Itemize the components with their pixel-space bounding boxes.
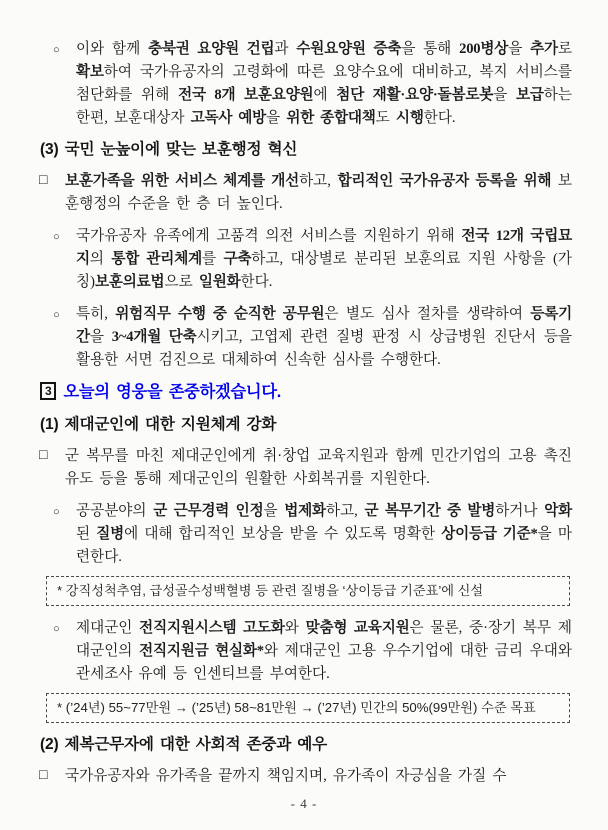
text-run: 제대군인 [76,620,140,636]
text-run: 에 대해 합리적인 보상을 받을 수 있도록 명확한 [124,526,442,542]
page-number: - 4 - [290,796,318,811]
square-bullet-marker: □ [39,173,48,188]
section-heading: (3) 국민 눈높이에 맞는 보훈행정 혁신 [40,141,298,158]
circle-bullet-paragraph [40,303,572,372]
text-run: 하여 국가유공자의 고령화에 따른 요양수요에 대비하고, 복지 서비스를 첨단화를 위해 [76,64,572,103]
emphasis-text-run: 통합 관리체계 [111,251,202,267]
chapter-number-box: 3 [40,382,56,400]
text-run: 을 [493,87,516,103]
emphasis-text-run: 시행 [395,110,424,126]
chapter-title: 오늘의 영웅을 존중하겠습니다. [63,383,282,401]
circle-bullet-paragraph [40,38,572,130]
circle-bullet-paragraph [40,225,572,294]
text-run: 을 마련한다. [76,526,573,565]
text-run: 하는 한편, 보훈대상자 [76,87,572,126]
text-run: 과 [274,41,297,57]
text-run: 은 물론, 중·장기 복무 제대군인의 [76,620,573,659]
circle-bullet-paragraph [40,617,572,686]
chapter-heading [40,381,572,403]
square-bullet-paragraph [40,170,572,216]
text-run: 를 [201,251,224,267]
circle-bullet-marker: ○ [53,623,60,635]
square-bullet-paragraph [40,765,572,788]
emphasis-text-run: 악화 [544,503,572,519]
text-run: 하고, [325,503,365,519]
emphasis-text-run: 전국 12개 국립묘지 [76,228,572,267]
text-run: 으로 [164,274,199,290]
text-run: 이와 함께 [76,41,148,57]
square-bullet-paragraph [40,445,572,491]
text-run: 하고, 대상별로 분리된 보훈의료 지원 사항을 (가칭) [76,251,572,290]
emphasis-text-run: 추가 [530,41,558,57]
emphasis-text-run: 전직지원시스템 고도화 [139,620,285,636]
circle-bullet-marker: ○ [53,231,60,243]
emphasis-text-run: 상이등급 기준* [441,526,538,542]
text-run: 하거나 [495,503,545,519]
emphasis-text-run: 맞춤형 교육지원 [305,620,410,636]
text-run: 시키고, 고엽제 관련 질병 판정 시 상급병원 진단서 등을 활용한 서면 검진으로 대체하여 신속한 심사를 수행한다. [76,329,573,368]
emphasis-text-run: 합리적인 국가유공자 등록을 위해 [337,173,552,189]
circle-bullet-paragraph [40,500,572,569]
emphasis-text-run: 200병상 [459,41,509,57]
square-bullet-marker: □ [39,448,48,463]
emphasis-text-run: 첨단 재활·요양·돌봄로봇 [336,87,494,103]
text-run: 을 통해 [401,41,460,57]
text-run: 을 [89,329,112,345]
emphasis-text-run: 고독사 예방 [190,110,267,126]
emphasis-text-run: 군 근무경력 인정 [153,503,264,519]
circle-bullet-marker: ○ [53,506,60,518]
emphasis-text-run: 보급 [516,87,544,103]
emphasis-text-run: 구축 [223,251,252,267]
emphasis-text-run: 전직지원금 현실화* [139,643,264,659]
emphasis-text-run: 위한 종합대책 [286,110,376,126]
text-run: 보훈행정의 수준을 한 층 더 높인다. [65,173,573,212]
square-bullet-marker: □ [39,768,48,783]
emphasis-text-run: 3~4개월 단축 [111,329,197,345]
circle-bullet-marker: ○ [53,309,60,321]
emphasis-text-run: 등록기간 [76,306,572,345]
emphasis-text-run: 위험직무 수행 중 순직한 공무원 [115,306,325,322]
text-run: 국가유공자와 유가족을 끝까지 책임지며, 유가족이 자긍심을 가질 수 [65,768,507,784]
text-run: 로 [557,41,572,57]
text-run: 을 [263,503,285,519]
footnote-box: * (’24년) 55~77만원 → (’25년) 58~81만원 → (’27년) 민간의 50%(99만원) 수준 목표 [46,693,570,723]
emphasis-text-run: 수원요양원 증축 [296,41,402,57]
text-run: 와 제대군인 고용 우수기업에 대한 금리 우대와 관세조사 유예 등 인센티브를 부여한다. [76,643,573,682]
text-run: 특히, [76,306,116,322]
text-run: 을 [266,110,287,126]
text-run: 은 별도 심사 절차를 생략하여 [324,306,531,322]
text-run: 을 [508,41,531,57]
text-run: 하고, [299,173,338,189]
text-run: 군 복무를 마친 제대군인에게 취·창업 교육지원과 함께 민간기업의 고용 촉진 유도 등을 통해 제대군인의 원활한 사회복귀를 지원한다. [65,448,572,487]
emphasis-text-run: 일원화 [198,274,241,290]
emphasis-text-run: 보훈가족을 위한 서비스 체계를 개선 [65,173,300,189]
text-run: 도 [375,110,396,126]
text-run: 국가유공자 유족에게 고품격 의전 서비스를 지원하기 위해 [76,228,462,244]
document-body [40,38,572,788]
footnote-box: * 강직성척추염, 급성골수성백혈병 등 관련 질병을 ‘상이등급 기준표’에 신설 [46,576,570,606]
text-run: 의 [89,251,112,267]
emphasis-text-run: 보훈의료법 [94,274,165,290]
text-run: 한다. [240,274,273,290]
text-run: 한다. [423,110,456,126]
text-run: 공공분야의 [76,503,154,519]
emphasis-text-run: 전국 8개 보훈요양원 [178,87,314,103]
section-heading: (2) 제복근무자에 대한 사회적 존중과 예우 [40,736,327,753]
emphasis-text-run: 군 복무기간 중 발병 [364,503,496,519]
emphasis-text-run: 법제화 [284,503,326,519]
emphasis-text-run: 충북권 요양원 건립 [148,41,275,57]
section-heading: (1) 제대군인에 대한 지원체계 강화 [40,416,277,433]
text-run: 와 [284,620,306,636]
text-run: 된 [76,526,97,542]
emphasis-text-run: 확보 [76,64,104,80]
text-run: 에 [313,87,337,103]
circle-bullet-marker: ○ [53,44,60,56]
emphasis-text-run: 질병 [96,526,125,542]
